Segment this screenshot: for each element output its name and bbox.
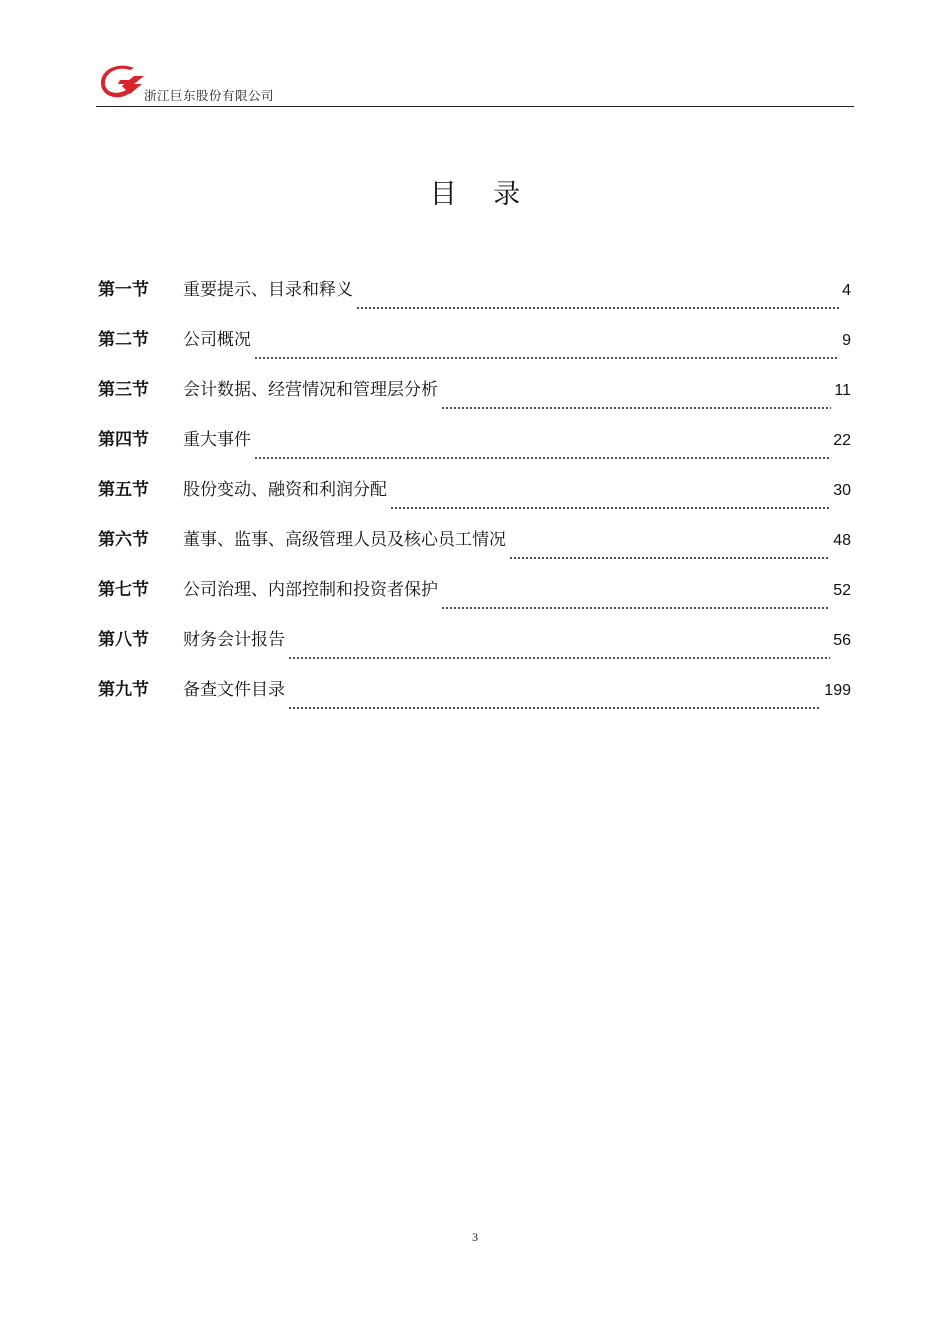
toc-row[interactable] [98,276,851,326]
page-header [96,62,854,107]
toc-leader-dots [288,657,830,659]
toc-leader-dots [390,507,830,509]
toc-section-label: 第二节 [98,330,149,350]
toc-section-label: 第八节 [98,630,149,650]
toc-page-number: 30 [833,482,851,499]
toc-leader-dots [441,407,831,409]
toc-row[interactable] [98,626,851,676]
toc-section-label: 第四节 [98,430,149,450]
page-title: 目 录 [429,179,535,210]
toc-title: 备查文件目录 [183,680,285,700]
toc-leader-dots [254,357,839,359]
toc-row[interactable] [98,376,851,426]
toc-row[interactable] [98,476,851,526]
toc-leader-dots [441,607,830,609]
toc-leader-dots [356,307,839,309]
toc-title: 公司概况 [183,330,251,350]
toc-row[interactable] [98,426,851,476]
toc-row[interactable] [98,326,851,376]
toc-page-number: 56 [833,632,851,649]
toc-title: 重大事件 [183,430,251,450]
toc-title: 股份变动、融资和利润分配 [183,480,387,500]
page-number: 3 [472,1230,478,1244]
toc-page-number: 4 [842,282,851,299]
toc-title: 会计数据、经营情况和管理层分析 [183,380,438,400]
company-name: 浙江巨东股份有限公司 [144,88,275,103]
toc-section-label: 第五节 [98,480,149,500]
toc-page-number: 9 [842,332,851,349]
toc-page-number: 199 [824,682,851,699]
toc-section-label: 第九节 [98,680,149,700]
toc-section-label: 第三节 [98,380,149,400]
toc-title: 董事、监事、高级管理人员及核心员工情况 [183,530,506,550]
toc-section-label: 第七节 [98,580,149,600]
toc-leader-dots [509,557,830,559]
toc-leader-dots [288,707,821,709]
toc-title: 公司治理、内部控制和投资者保护 [183,580,438,600]
company-logo-icon [100,64,146,100]
toc-section-label: 第一节 [98,280,149,300]
toc-page-number: 48 [833,532,851,549]
toc-row[interactable] [98,676,851,726]
toc-page-number: 11 [834,382,851,399]
toc-row[interactable] [98,526,851,576]
toc-title: 财务会计报告 [183,630,285,650]
toc-title: 重要提示、目录和释义 [183,280,353,300]
toc-row[interactable] [98,576,851,626]
toc-page-number: 52 [833,582,851,599]
table-of-contents [98,276,851,726]
toc-section-label: 第六节 [98,530,149,550]
toc-page-number: 22 [833,432,851,449]
toc-leader-dots [254,457,830,459]
